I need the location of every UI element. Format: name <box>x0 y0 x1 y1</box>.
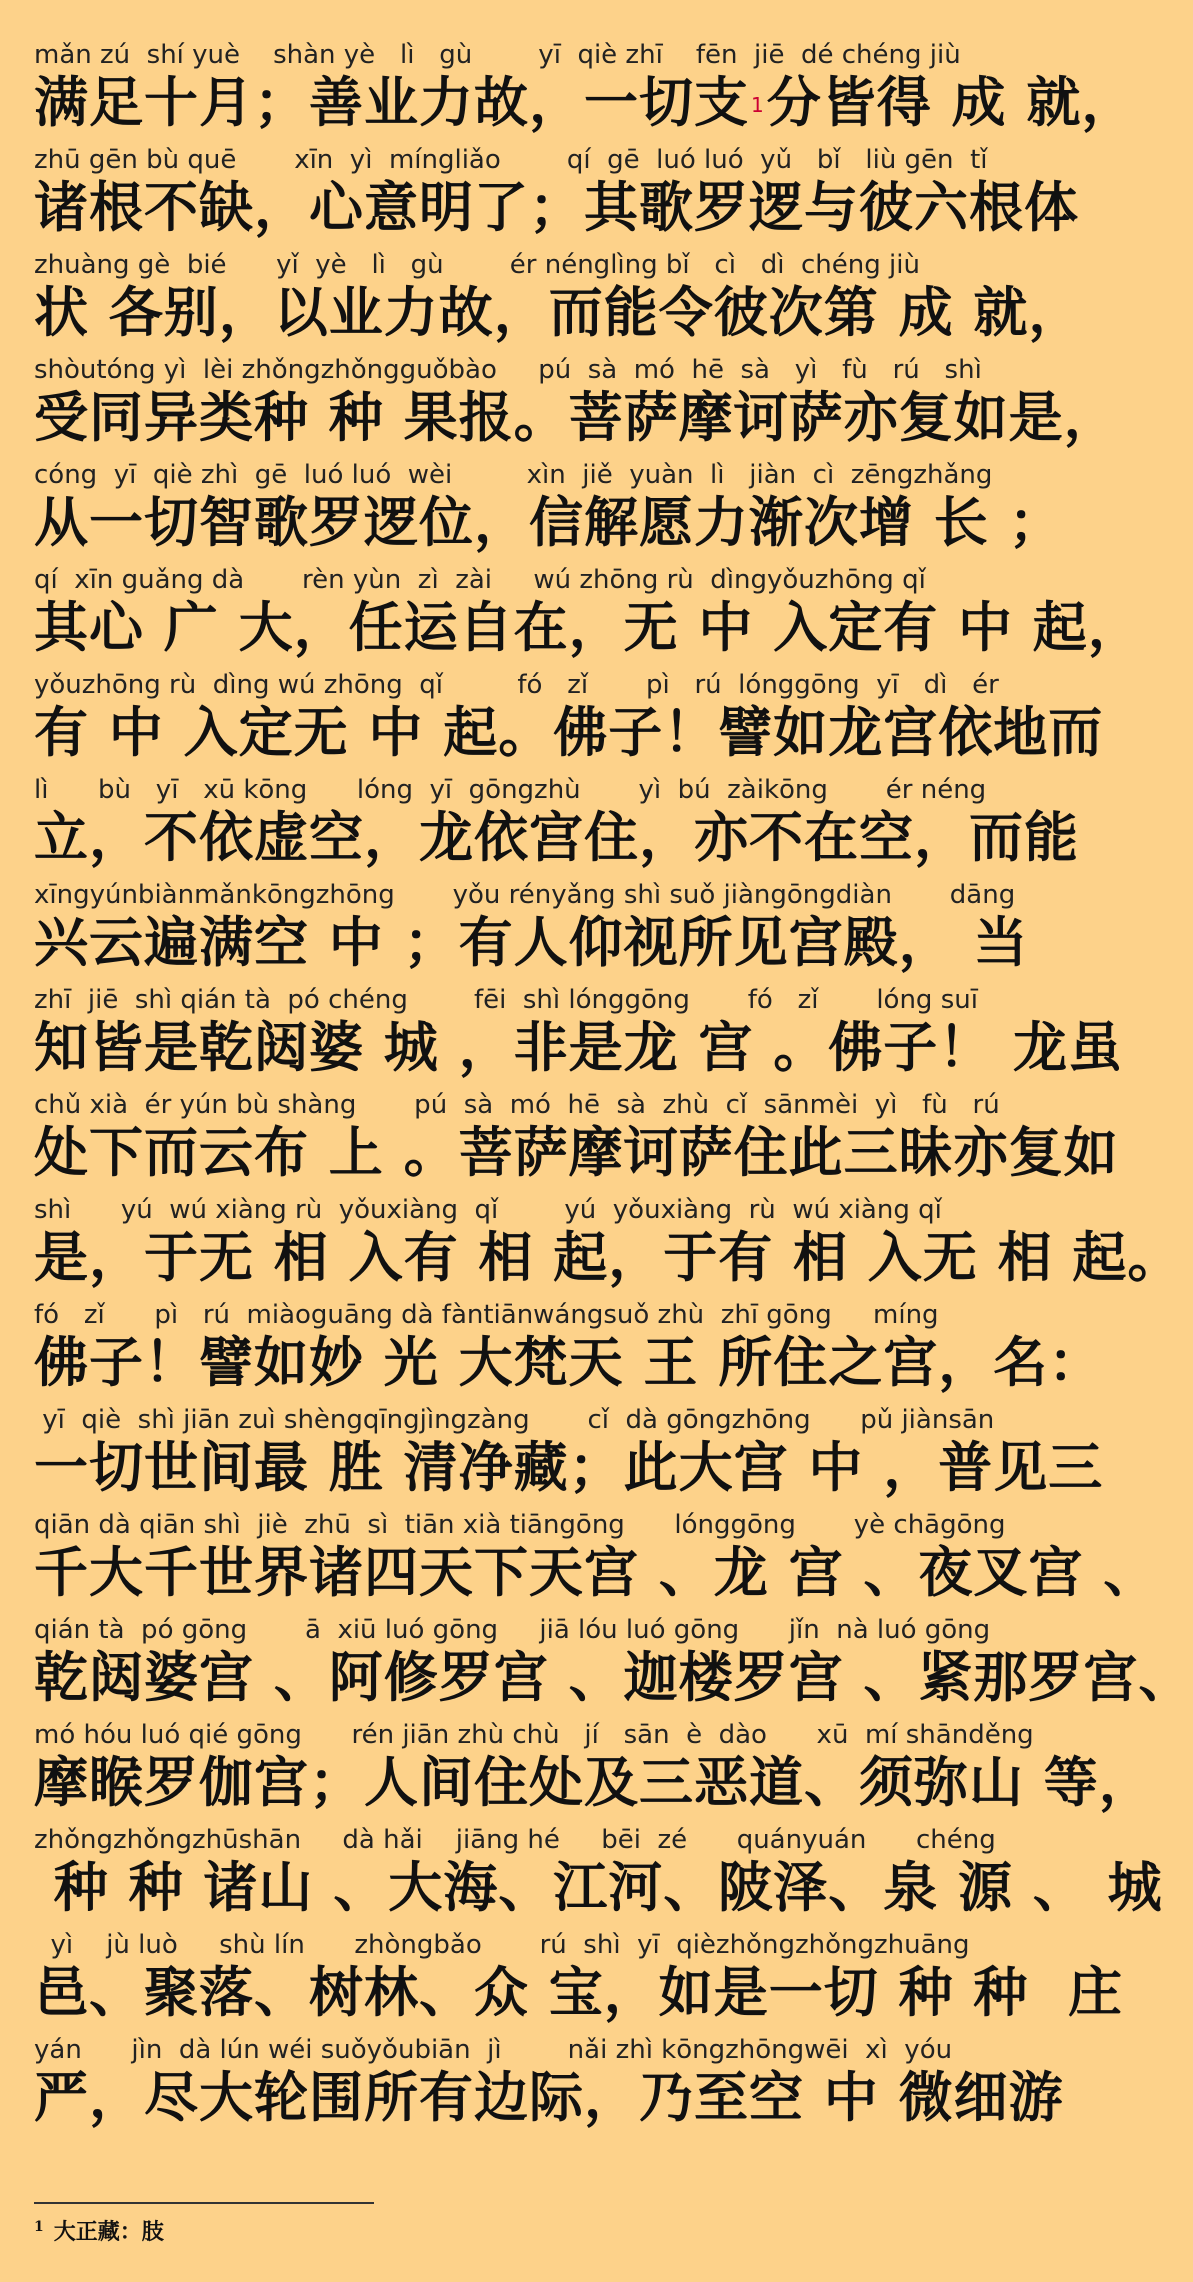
text-line <box>34 40 1137 145</box>
pinyin-annotation: cóng yī qiè zhì gē luó luó wèi xìn jiě yuàn lì jiàn cì zēngzhǎng <box>34 460 993 490</box>
hanzi-segment: 严，尽大轮围所有边际，乃至空 中 微细游 <box>34 2066 1064 2129</box>
text-line <box>34 1825 1163 1930</box>
pinyin-annotation: zhī jiē shì qián tà pó chéng fēi shì lónggōng fó zǐ lóng suī <box>34 985 978 1015</box>
text-line <box>34 1720 1154 1825</box>
hanzi-segment: 是，于无 相 入有 相 起，于有 相 入无 相 起。 <box>34 1226 1183 1289</box>
text-line <box>34 355 1119 460</box>
pinyin-annotation: fó zǐ pì rú miàoguāng dà fàntiānwángsuǒ zhù zhī gōng míng <box>34 1300 939 1330</box>
hanzi-segment: 其心 广 大，任运自在，无 中 入定有 中 起， <box>34 596 1143 659</box>
text-line <box>34 1195 1183 1300</box>
text-line <box>34 1090 1119 1195</box>
hanzi-segment: 诸根不缺，心意明了；其歌罗逻与彼六根体 <box>34 176 1079 239</box>
pinyin-annotation: yán jìn dà lún wéi suǒyǒubiān jì nǎi zhì kōngzhōngwēi xì yóu <box>34 2035 953 2065</box>
hanzi-segment: 受同异类种 种 果报。菩萨摩诃萨亦复如是， <box>34 386 1119 449</box>
hanzi-segment: 乾闼婆宫 、阿修罗宫 、迦楼罗宫 、紧那罗宫、 <box>34 1646 1193 1709</box>
hanzi-segment: 分皆得 成 就， <box>766 71 1137 134</box>
footnote-reference: 1 <box>751 93 765 117</box>
hanzi-text <box>34 70 1137 136</box>
scripture-text-block <box>34 40 1193 2140</box>
pinyin-annotation: yī qiè shì jiān zuì shèngqīngjìngzàng cǐ dà gōngzhōng pǔ jiànsān <box>34 1405 995 1435</box>
text-line <box>34 145 1079 250</box>
pinyin-annotation: shòutóng yì lèi zhǒngzhǒngguǒbào pú sà mó hē sà yì fù rú shì <box>34 355 982 385</box>
hanzi-segment: 满足十月；善业力故，一切支 <box>34 71 749 134</box>
hanzi-text <box>34 385 1119 451</box>
pinyin-annotation: zhuàng gè bié yǐ yè lì gù ér nénglìng bǐ cì dì chéng jiù <box>34 250 920 280</box>
hanzi-text <box>34 700 1104 766</box>
pinyin-annotation: lì bù yī xū kōng lóng yī gōngzhù yì bú zàikōng ér néng <box>34 775 987 805</box>
pinyin-annotation: zhǒngzhǒngzhūshān dà hǎi jiāng hé bēi zé quányuán chéng <box>34 1825 996 1855</box>
hanzi-text <box>34 595 1143 661</box>
text-line <box>34 460 1064 565</box>
text-line <box>34 775 1079 880</box>
footnote-divider <box>34 2202 374 2204</box>
hanzi-segment: 从一切智歌罗逻位，信解愿力渐次增 长 ； <box>34 491 1064 554</box>
hanzi-text <box>34 2065 1064 2131</box>
hanzi-text <box>34 280 1084 346</box>
text-line <box>34 670 1104 775</box>
footnote-marker: 1 <box>34 2218 44 2235</box>
hanzi-segment: 邑、聚落、树林、众 宝，如是一切 种 种 庄 <box>34 1961 1123 2024</box>
pinyin-annotation: yǒuzhōng rù dìng wú zhōng qǐ fó zǐ pì rú lónggōng yī dì ér <box>34 670 999 700</box>
pinyin-annotation: chǔ xià ér yún bù shàng pú sà mó hē sà zhù cǐ sānmèi yì fù rú <box>34 1090 1000 1120</box>
footnote <box>34 2215 164 2246</box>
hanzi-text <box>34 1330 1104 1396</box>
hanzi-segment: 千大千世界诸四天下天宫 、龙 宫 、夜叉宫 、 <box>34 1541 1159 1604</box>
hanzi-segment: 知皆是乾闼婆 城 ，非是龙 宫 。佛子！ 龙虽 <box>34 1016 1123 1079</box>
hanzi-segment: 佛子！譬如妙 光 大梵天 王 所住之宫，名： <box>34 1331 1104 1394</box>
hanzi-segment: 立，不依虚空，龙依宫住，亦不在空，而能 <box>34 806 1079 869</box>
pinyin-annotation: qián tà pó gōng ā xiū luó gōng jiā lóu luó gōng jǐn nà luó gōng <box>34 1615 991 1645</box>
hanzi-text <box>34 1540 1159 1606</box>
hanzi-segment: 一切世间最 胜 清净藏；此大宫 中 ，普见三 <box>34 1436 1104 1499</box>
hanzi-segment: 兴云遍满空 中 ；有人仰视所见宫殿， 当 <box>34 911 1029 974</box>
text-line <box>34 250 1084 355</box>
pinyin-annotation: mǎn zú shí yuè shàn yè lì gù yī qiè zhī fēn jiē dé chéng jiù <box>34 40 961 70</box>
pinyin-annotation: qí xīn guǎng dà rèn yùn zì zài wú zhōng rù dìngyǒuzhōng qǐ <box>34 565 926 595</box>
hanzi-segment: 处下而云布 上 。菩萨摩诃萨住此三昧亦复如 <box>34 1121 1119 1184</box>
pinyin-annotation: xīngyúnbiànmǎnkōngzhōng yǒu rényǎng shì suǒ jiàngōngdiàn dāng <box>34 880 1016 910</box>
pinyin-annotation: zhū gēn bù quē xīn yì míngliǎo qí gē luó luó yǔ bǐ liù gēn tǐ <box>34 145 988 175</box>
hanzi-segment: 状 各别，以业力故，而能令彼次第 成 就， <box>34 281 1084 344</box>
footnote-text: 大正藏：肢 <box>53 2219 164 2245</box>
text-line <box>34 1930 1123 2035</box>
pinyin-annotation: yì jù luò shù lín zhòngbǎo rú shì yī qièzhǒngzhǒngzhuāng <box>34 1930 970 1960</box>
text-line <box>34 1405 1104 1510</box>
text-line <box>34 2035 1064 2140</box>
hanzi-segment: 有 中 入定无 中 起。佛子！譬如龙宫依地而 <box>34 701 1104 764</box>
hanzi-text <box>34 805 1079 871</box>
hanzi-text <box>34 1645 1193 1711</box>
text-line <box>34 985 1123 1090</box>
text-line <box>34 565 1143 670</box>
hanzi-text <box>34 1855 1163 1921</box>
text-line <box>34 1510 1159 1615</box>
hanzi-text <box>34 490 1064 556</box>
hanzi-text <box>34 1015 1123 1081</box>
hanzi-segment: 摩睺罗伽宫；人间住处及三恶道、须弥山 等， <box>34 1751 1154 1814</box>
hanzi-segment: 种 种 诸山 、大海、江河、陂泽、泉 源 、 城 <box>34 1856 1163 1919</box>
hanzi-text <box>34 1960 1123 2026</box>
text-line <box>34 1615 1193 1720</box>
hanzi-text <box>34 1225 1183 1291</box>
text-line <box>34 1300 1104 1405</box>
hanzi-text <box>34 1435 1104 1501</box>
hanzi-text <box>34 1120 1119 1186</box>
hanzi-text <box>34 910 1046 976</box>
pinyin-annotation: shì yú wú xiàng rù yǒuxiàng qǐ yú yǒuxiàng rù wú xiàng qǐ <box>34 1195 942 1225</box>
pinyin-annotation: qiān dà qiān shì jiè zhū sì tiān xià tiāngōng lónggōng yè chāgōng <box>34 1510 1006 1540</box>
pinyin-annotation: mó hóu luó qié gōng rén jiān zhù chù jí sān è dào xū mí shānděng <box>34 1720 1034 1750</box>
hanzi-text <box>34 175 1079 241</box>
text-line <box>34 880 1046 985</box>
hanzi-text <box>34 1750 1154 1816</box>
